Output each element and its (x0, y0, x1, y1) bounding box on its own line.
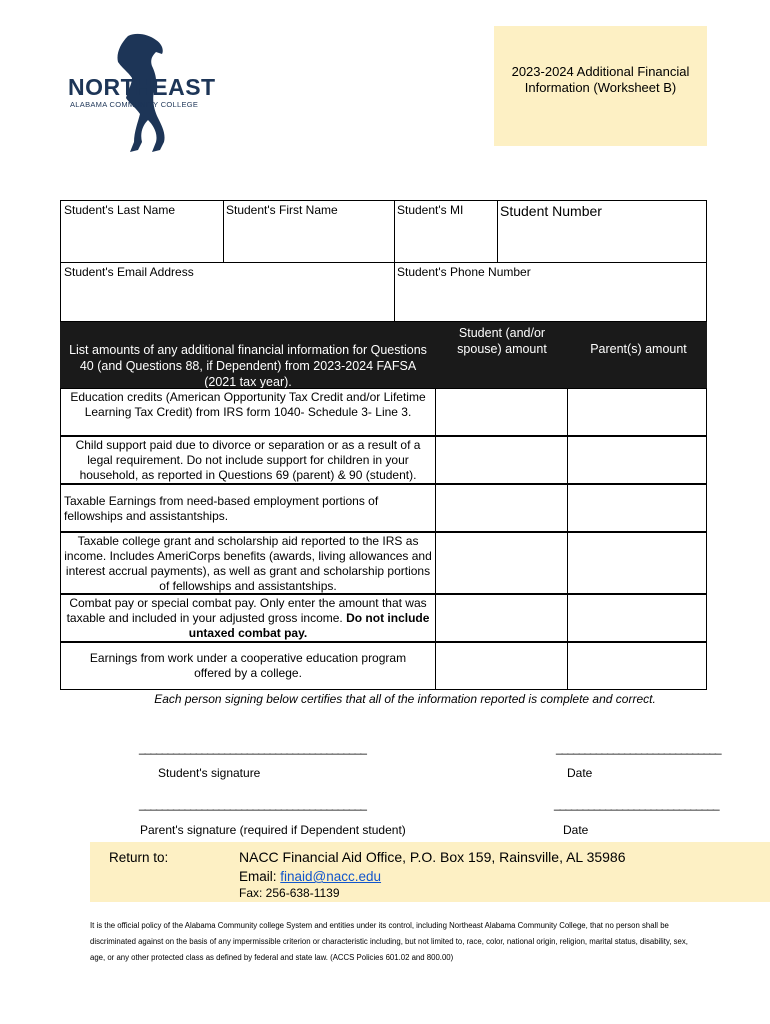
row-description: Education credits (American Opportunity Tax Credit and/or Lifetime Learning Tax Credit) from IRS form 1040- Schedule 3- Line 3. (60, 388, 436, 436)
parent-amount-input[interactable] (568, 436, 707, 484)
parent-amount-input[interactable] (568, 594, 707, 642)
policy-statement: It is the official policy of the Alabama Community college System and entities under its control, including Northeast Alabama Community College, that no person shall be discriminated against on the basis of any impermissible criterion or characteristic including, but not limited to, race, color, national origin, religion, marital status, disability, sex, age, or any other protected class as defined by federal and state law. (ACCS Policies 601.02 and 800.00) (90, 921, 688, 962)
row-description (60, 594, 436, 642)
parent-date-label: Date (563, 823, 589, 837)
header-question: List amounts of any additional financial information for Questions 40 (and Questions 88, if Dependent) from 2023-2024 FAFSA (2021 tax year). (69, 343, 427, 389)
worksheet-title-box (494, 26, 707, 146)
table-row (60, 436, 707, 484)
student-info-grid (60, 200, 707, 322)
row-description: Child support paid due to divorce or separation or as a result of a legal requirement. Do not include support for children in your household, as reported in Questions 69 (parent) & 90 (student). (60, 436, 436, 484)
last-name-label: Student's Last Name (64, 203, 176, 217)
logo-name: NORTHEAST (68, 74, 216, 100)
certification-statement: Each person signing below certifies that all of the information reported is complete and correct. (154, 692, 656, 706)
first-name-label: Student's First Name (226, 203, 338, 217)
table-header (60, 322, 707, 388)
row-description-bold: Do not include untaxed combat pay. (188, 611, 430, 640)
mi-field[interactable] (395, 201, 496, 261)
student-amount-input[interactable] (436, 484, 568, 532)
return-fax: Fax: 256-638-1139 (239, 886, 340, 900)
row-description: Earnings from work under a cooperative education program offered by a college. (60, 642, 436, 690)
email-field[interactable] (62, 263, 393, 321)
student-date-label: Date (567, 766, 593, 780)
student-amount-input[interactable] (436, 532, 568, 594)
first-name-field[interactable] (224, 201, 393, 261)
mi-label: Student's MI (397, 203, 464, 217)
student-amount-input[interactable] (436, 436, 568, 484)
table-row (60, 642, 707, 690)
email-link[interactable]: finaid@nacc.edu (280, 869, 382, 884)
logo-subtitle: ALABAMA COMMUNITY COLLEGE (70, 100, 199, 109)
row-description-text: Combat pay or special combat pay. Only enter the amount that was taxable and included in your adjusted gross income. (66, 596, 427, 625)
table-row (60, 594, 707, 642)
last-name-field[interactable] (62, 201, 222, 261)
phone-label: Student's Phone Number (397, 265, 531, 279)
parent-amount-input[interactable] (568, 484, 707, 532)
phone-field[interactable] (395, 263, 706, 321)
parent-signature-label: Parent's signature (required if Dependent student) (140, 823, 406, 837)
email-prefix: Email: (239, 869, 281, 884)
header-student-amount: Student (and/or spouse) amount (457, 326, 547, 356)
student-signature-line[interactable]: ________________________________________ (139, 741, 366, 755)
table-row (60, 388, 707, 436)
return-email (239, 869, 381, 884)
table-row (60, 484, 707, 532)
parent-amount-input[interactable] (568, 532, 707, 594)
student-amount-input[interactable] (436, 642, 568, 690)
student-amount-input[interactable] (436, 388, 568, 436)
parent-signature-line[interactable]: ________________________________________ (139, 797, 366, 811)
parent-amount-input[interactable] (568, 388, 707, 436)
student-signature-label: Student's signature (158, 766, 261, 780)
row-description: Taxable college grant and scholarship aid reported to the IRS as income. Includes AmeriCorps benefits (awards, living allowances and interest accrual payments), as well as grant and scholarship portions of fellowships and assistantships. (60, 532, 436, 594)
table-row (60, 532, 707, 594)
header-parent-amount: Parent(s) amount (590, 342, 687, 356)
row-description: Taxable Earnings from need-based employment portions of fellowships and assistantships. (60, 484, 436, 532)
worksheet-title: 2023-2024 Additional Financial Information (Worksheet B) (511, 64, 690, 95)
return-label: Return to: (109, 850, 169, 865)
student-number-label: Student Number (500, 203, 602, 219)
student-date-line[interactable]: _____________________________ (556, 741, 721, 755)
student-amount-input[interactable] (436, 594, 568, 642)
college-logo (66, 30, 216, 155)
parent-date-line[interactable]: _____________________________ (554, 797, 719, 811)
email-label: Student's Email Address (64, 265, 194, 279)
return-address: NACC Financial Aid Office, P.O. Box 159, Rainsville, AL 35986 (239, 849, 626, 865)
parent-amount-input[interactable] (568, 642, 707, 690)
student-number-field[interactable] (498, 201, 706, 261)
